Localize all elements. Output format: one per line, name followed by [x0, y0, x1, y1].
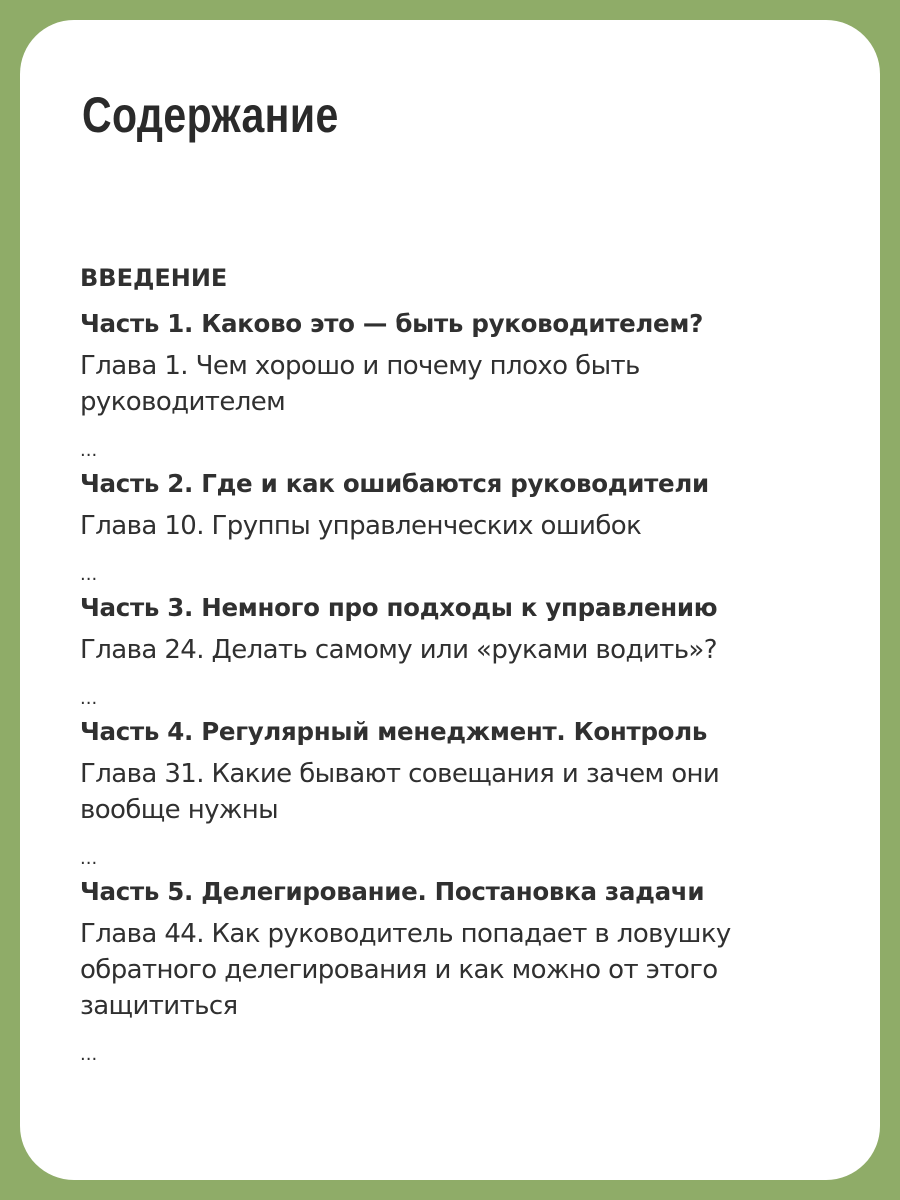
- contents-card: [20, 20, 880, 1180]
- page-title: Содержание: [82, 87, 339, 143]
- part-2-title[interactable]: Часть 2. Где и как ошибаются руководители: [80, 469, 709, 498]
- part-4-title[interactable]: Часть 4. Регулярный менеджмент. Контроль: [80, 717, 708, 746]
- part-2-ellipsis: ...: [80, 564, 98, 585]
- part-1-ellipsis: ...: [80, 440, 98, 461]
- part-3-title[interactable]: Часть 3. Немного про подходы к управлению: [80, 593, 718, 622]
- chapter-44-entry[interactable]: Глава 44. Как руководитель попадает в ловушку обратного делегирования и как можно от этого защититься: [80, 919, 731, 1021]
- table-of-contents: [80, 258, 810, 1068]
- part-3-ellipsis: ...: [80, 688, 98, 709]
- chapter-10-entry[interactable]: Глава 10. Группы управленческих ошибок: [80, 511, 642, 541]
- part-5-ellipsis: ...: [80, 1044, 98, 1065]
- part-5-title[interactable]: Часть 5. Делегирование. Постановка задачи: [80, 877, 705, 906]
- chapter-31-entry[interactable]: Глава 31. Какие бывают совещания и зачем они вообще нужны: [80, 759, 720, 825]
- chapter-1-entry[interactable]: Глава 1. Чем хорошо и почему плохо быть руководителем: [80, 351, 640, 417]
- part-4-ellipsis: ...: [80, 848, 98, 869]
- intro-entry[interactable]: ВВЕДЕНИЕ: [80, 264, 228, 292]
- part-1-title[interactable]: Часть 1. Каково это — быть руководителем?: [80, 309, 704, 338]
- chapter-24-entry[interactable]: Глава 24. Делать самому или «руками водить»?: [80, 635, 717, 665]
